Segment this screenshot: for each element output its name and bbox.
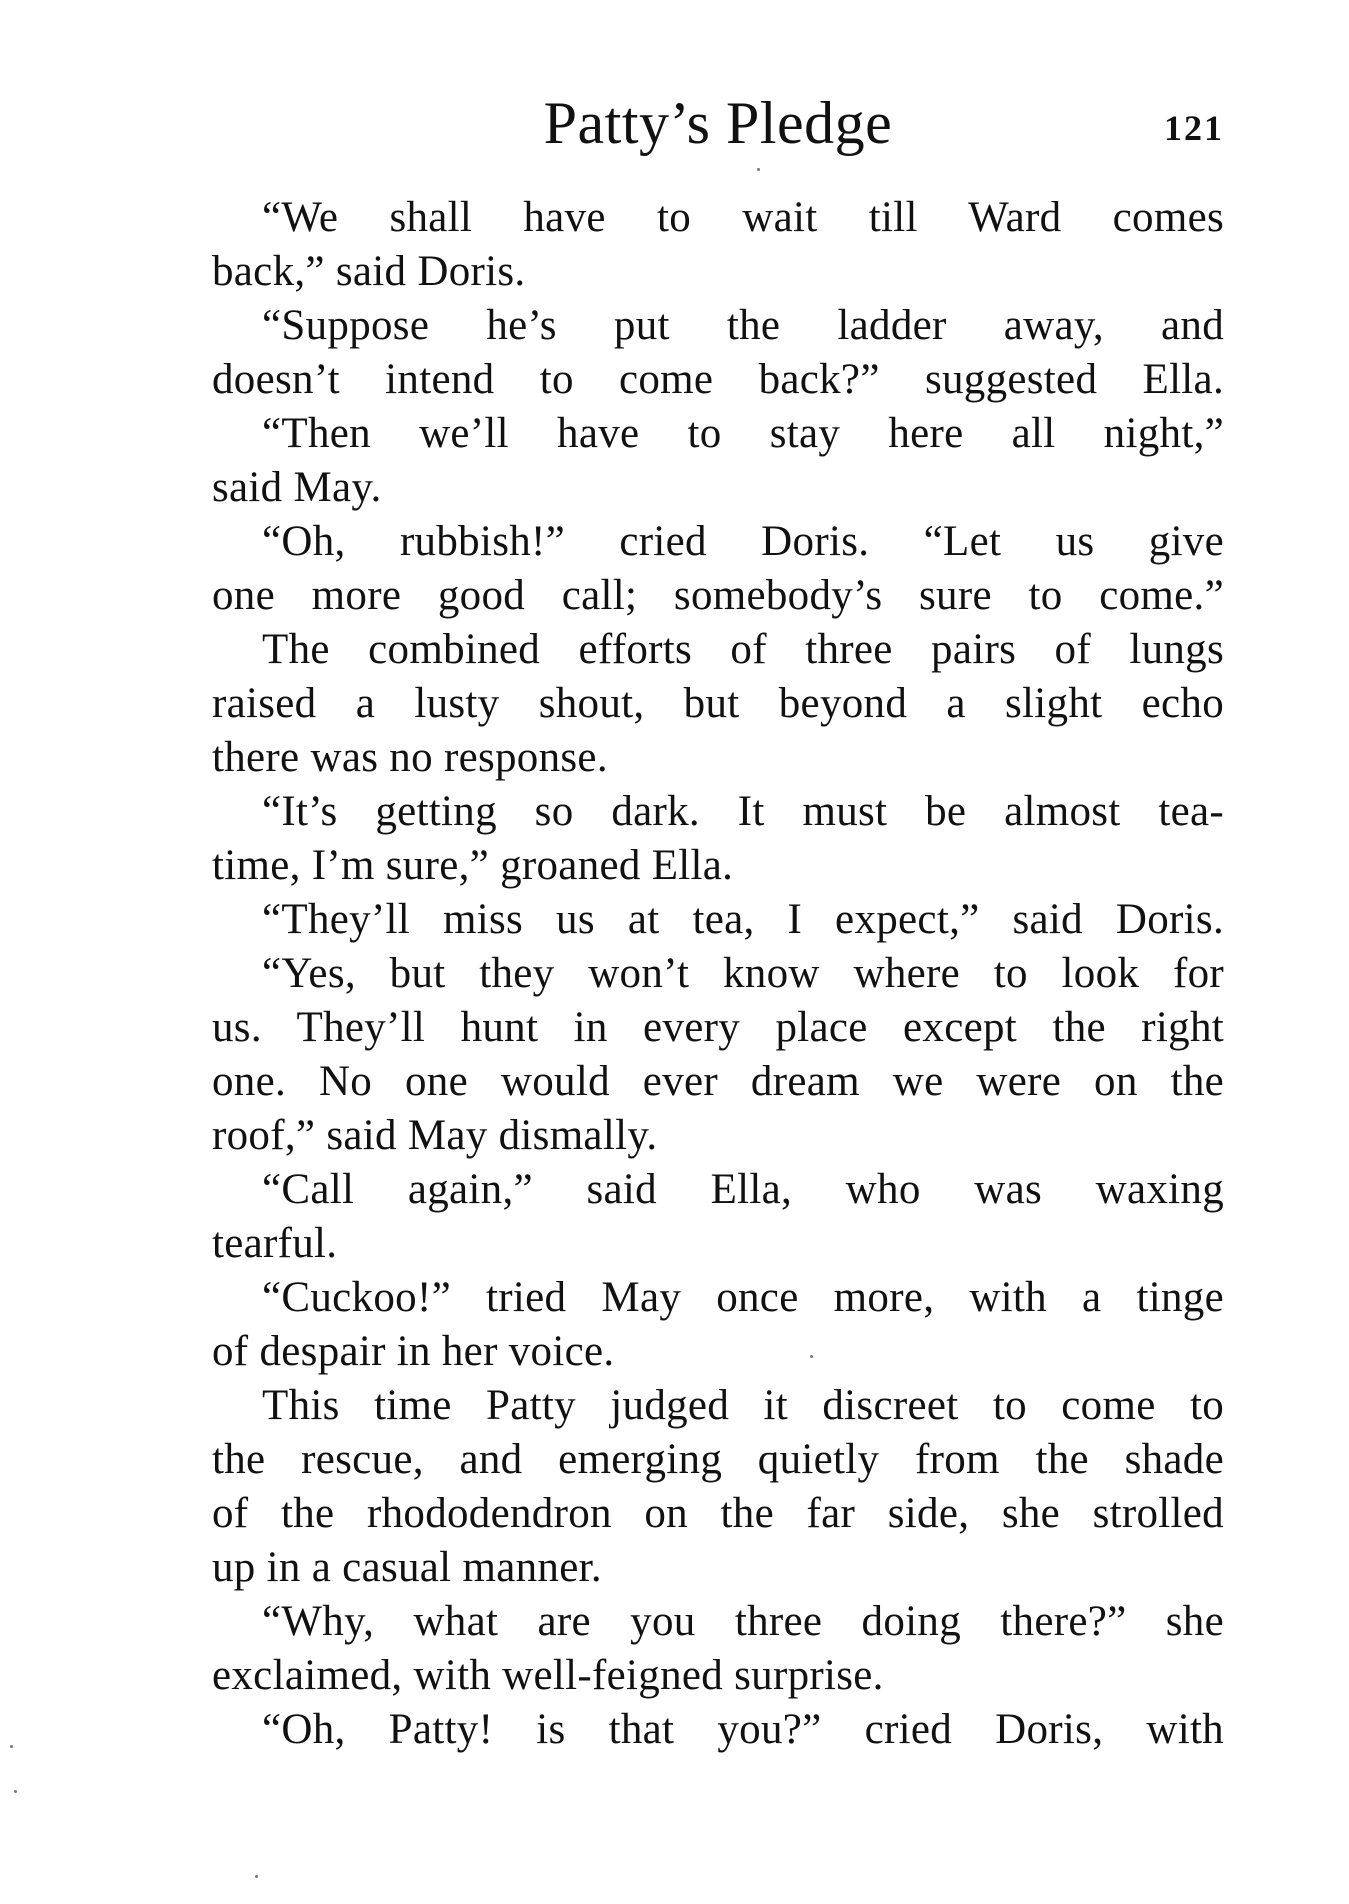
text-line: “Yes, but they won’t know where to look for bbox=[262, 950, 1224, 997]
print-speck bbox=[757, 168, 760, 171]
text-line: of despair in her voice. bbox=[212, 1328, 615, 1375]
text-line: us. They’ll hunt in every place except the right bbox=[212, 1004, 1224, 1051]
text-line: one more good call; somebody’s sure to come.” bbox=[212, 572, 1224, 619]
text-line: “Oh, rubbish!” cried Doris. “Let us give bbox=[262, 518, 1224, 565]
text-line: This time Patty judged it discreet to come to bbox=[262, 1382, 1224, 1429]
text-line: said May. bbox=[212, 464, 382, 511]
text-line: there was no response. bbox=[212, 734, 608, 781]
text-line: “Call again,” said Ella, who was waxing bbox=[262, 1166, 1224, 1213]
text-line: raised a lusty shout, but beyond a slight echo bbox=[212, 680, 1224, 727]
text-line: tearful. bbox=[212, 1220, 338, 1267]
text-line: “Cuckoo!” tried May once more, with a tinge bbox=[262, 1274, 1224, 1321]
running-title: Patty’s Pledge bbox=[543, 90, 893, 156]
text-line: back,” said Doris. bbox=[212, 248, 526, 295]
text-line: doesn’t intend to come back?” suggested Ella. bbox=[212, 356, 1224, 403]
text-line: “We shall have to wait till Ward comes bbox=[262, 194, 1224, 241]
print-speck bbox=[255, 1875, 258, 1878]
text-line: up in a casual manner. bbox=[212, 1544, 602, 1591]
running-head bbox=[212, 88, 1224, 168]
body-text bbox=[212, 191, 1224, 1757]
text-line: The combined efforts of three pairs of lungs bbox=[262, 626, 1224, 673]
text-line: “It’s getting so dark. It must be almost tea- bbox=[262, 788, 1224, 835]
text-line: “Why, what are you three doing there?” she bbox=[262, 1598, 1224, 1645]
text-line: of the rhododendron on the far side, she strolled bbox=[212, 1490, 1224, 1537]
text-line: roof,” said May dismally. bbox=[212, 1112, 658, 1159]
text-line: “Suppose he’s put the ladder away, and bbox=[262, 302, 1224, 349]
text-line: one. No one would ever dream we were on the bbox=[212, 1058, 1224, 1105]
page-number: 121 bbox=[1164, 108, 1224, 148]
text-line: “They’ll miss us at tea, I expect,” said Doris. bbox=[262, 896, 1224, 943]
print-speck bbox=[10, 1745, 13, 1748]
text-line: exclaimed, with well-feigned surprise. bbox=[212, 1652, 884, 1699]
print-speck bbox=[810, 1355, 813, 1358]
text-line: the rescue, and emerging quietly from the shade bbox=[212, 1436, 1224, 1483]
text-line: “Oh, Patty! is that you?” cried Doris, with bbox=[262, 1706, 1224, 1753]
text-line: time, I’m sure,” groaned Ella. bbox=[212, 842, 734, 889]
print-speck bbox=[14, 1790, 17, 1793]
text-line: “Then we’ll have to stay here all night,” bbox=[262, 410, 1224, 457]
